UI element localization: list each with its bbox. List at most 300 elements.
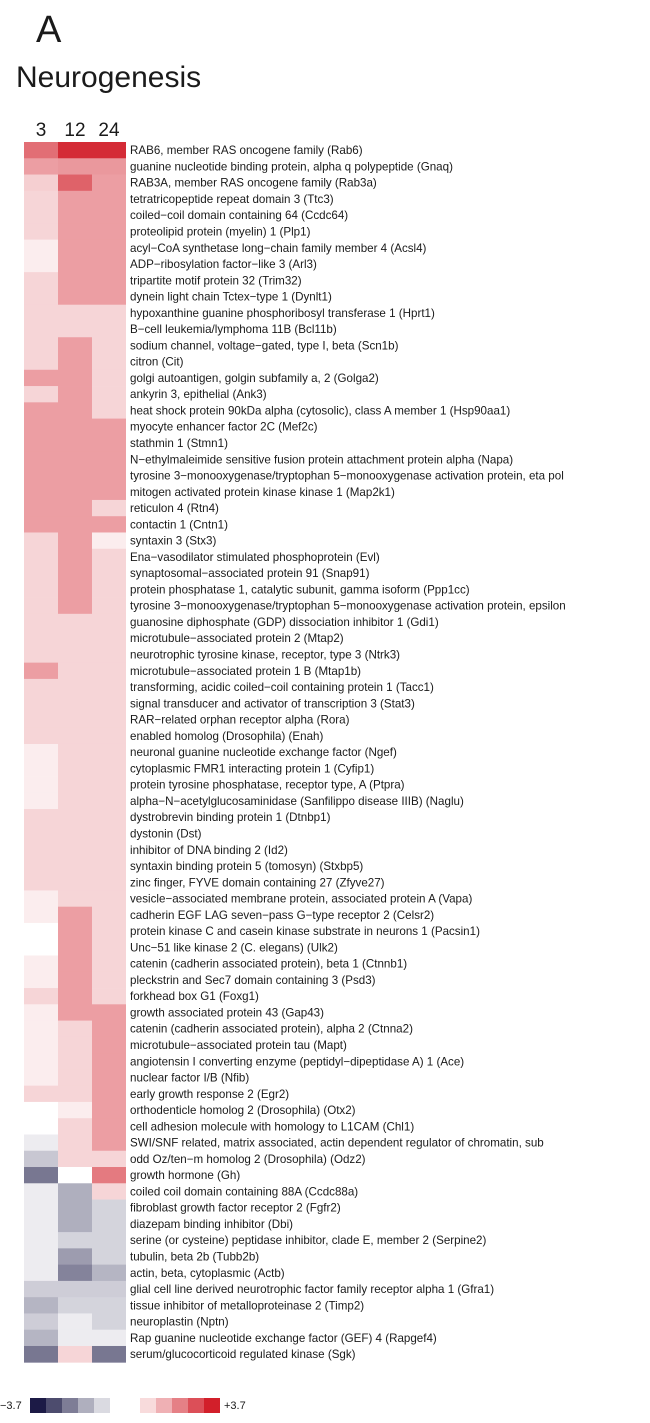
heatmap-cell xyxy=(58,256,92,273)
heatmap-cell xyxy=(92,581,126,598)
heatmap-cell xyxy=(92,1248,126,1265)
heatmap-cell xyxy=(92,1232,126,1249)
heatmap-cell xyxy=(58,1069,92,1086)
heatmap-cell xyxy=(58,760,92,777)
row-label: mitogen activated protein kinase kinase 1 (Map2k1) xyxy=(130,485,395,499)
heatmap-cell xyxy=(92,337,126,354)
heatmap-cell xyxy=(92,370,126,387)
heatmap-cell xyxy=(24,1330,58,1347)
heatmap-cell xyxy=(92,825,126,842)
heatmap-cell xyxy=(58,711,92,728)
heatmap-cell xyxy=(58,321,92,338)
heatmap-cell xyxy=(24,630,58,647)
heatmap-cell xyxy=(58,223,92,240)
heatmap-cell xyxy=(58,646,92,663)
row-label: signal transducer and activator of transcription 3 (Stat3) xyxy=(130,697,415,711)
heatmap-cell xyxy=(92,1330,126,1347)
row-label: RAB6, member RAS oncogene family (Rab6) xyxy=(130,144,363,158)
legend-swatch xyxy=(46,1398,62,1413)
heatmap-cell xyxy=(92,272,126,289)
heatmap-cell xyxy=(58,858,92,875)
heatmap-cell xyxy=(24,305,58,322)
heatmap-cell xyxy=(92,435,126,452)
heatmap-cell xyxy=(92,874,126,891)
heatmap-cell xyxy=(58,402,92,419)
row-label: diazepam binding inhibitor (Dbi) xyxy=(130,1217,294,1231)
heatmap-cell xyxy=(58,500,92,517)
row-label: pleckstrin and Sec7 domain containing 3 (Psd3) xyxy=(130,973,376,987)
heatmap-cell xyxy=(92,402,126,419)
heatmap-cell xyxy=(58,1086,92,1103)
heatmap-cell xyxy=(92,321,126,338)
heatmap-cell xyxy=(92,1134,126,1151)
heatmap-cell xyxy=(24,1053,58,1070)
heatmap-cell xyxy=(58,1183,92,1200)
heatmap-cell xyxy=(58,240,92,257)
legend-min-label: −3.7 xyxy=(0,1400,22,1412)
heatmap-cell xyxy=(92,484,126,501)
row-label: guanosine diphosphate (GDP) dissociation inhibitor 1 (Gdi1) xyxy=(130,615,439,629)
heatmap-cell xyxy=(58,288,92,305)
chart-title: Neurogenesis xyxy=(16,61,202,94)
heatmap-cell xyxy=(92,1004,126,1021)
row-label: SWI/SNF related, matrix associated, actin dependent regulator of chromatin, sub xyxy=(130,1136,544,1150)
heatmap-cell xyxy=(58,549,92,566)
heatmap-cell xyxy=(58,809,92,826)
row-label: Unc−51 like kinase 2 (C. elegans) (Ulk2) xyxy=(130,941,338,955)
row-label: ankyrin 3, epithelial (Ank3) xyxy=(130,388,267,402)
heatmap-cell xyxy=(24,598,58,615)
heatmap-cell xyxy=(92,630,126,647)
row-label: protein tyrosine phosphatase, receptor type, A (Ptpra) xyxy=(130,778,405,792)
row-label: growth associated protein 43 (Gap43) xyxy=(130,1006,324,1020)
heatmap-cell xyxy=(24,272,58,289)
legend-swatch xyxy=(30,1398,46,1413)
heatmap-cell xyxy=(92,646,126,663)
heatmap-cell xyxy=(58,1118,92,1135)
heatmap-cell xyxy=(58,305,92,322)
row-label: serum/glucocorticoid regulated kinase (Sgk) xyxy=(130,1348,356,1362)
heatmap-cell xyxy=(92,1021,126,1038)
heatmap-cell xyxy=(58,825,92,842)
heatmap-cell xyxy=(24,207,58,224)
heatmap-cell xyxy=(24,646,58,663)
heatmap-cell xyxy=(24,1232,58,1249)
row-label: odd Oz/ten−m homolog 2 (Drosophila) (Odz2) xyxy=(130,1152,366,1166)
heatmap-cell xyxy=(92,354,126,371)
legend-swatch xyxy=(204,1398,220,1413)
heatmap-cell xyxy=(58,939,92,956)
row-label: sodium channel, voltage−gated, type I, beta (Scn1b) xyxy=(130,339,399,353)
heatmap-cell xyxy=(58,972,92,989)
heatmap-cell xyxy=(24,711,58,728)
heatmap-cell xyxy=(58,1134,92,1151)
row-label: tripartite motif protein 32 (Trim32) xyxy=(130,274,302,288)
heatmap-cell xyxy=(24,1297,58,1314)
row-label: protein kinase C and casein kinase substrate in neurons 1 (Pacsin1) xyxy=(130,925,480,939)
heatmap-cell xyxy=(58,191,92,208)
heatmap-cell xyxy=(92,923,126,940)
heatmap-cell xyxy=(58,175,92,192)
row-label: actin, beta, cytoplasmic (Actb) xyxy=(130,1266,285,1280)
heatmap-cell xyxy=(58,386,92,403)
legend-swatch xyxy=(110,1398,126,1413)
heatmap-cell xyxy=(58,484,92,501)
panel-label: A xyxy=(36,9,62,51)
heatmap-cell xyxy=(92,1281,126,1298)
heatmap-cell xyxy=(24,858,58,875)
heatmap-cell xyxy=(58,207,92,224)
heatmap-cell xyxy=(58,907,92,924)
heatmap-cell xyxy=(92,256,126,273)
heatmap-cell xyxy=(58,158,92,175)
heatmap-cell xyxy=(24,1118,58,1135)
row-label: growth hormone (Gh) xyxy=(130,1169,241,1183)
row-label: vesicle−associated membrane protein, associated protein A (Vapa) xyxy=(130,892,473,906)
heatmap-cell xyxy=(92,419,126,436)
heatmap-cell xyxy=(24,1086,58,1103)
heatmap-cell xyxy=(92,549,126,566)
heatmap-cell xyxy=(58,695,92,712)
heatmap-cell xyxy=(24,1134,58,1151)
row-label: dystrobrevin binding protein 1 (Dtnbp1) xyxy=(130,811,331,825)
heatmap-cell xyxy=(58,1004,92,1021)
row-label: early growth response 2 (Egr2) xyxy=(130,1087,290,1101)
heatmap-cell xyxy=(24,890,58,907)
heatmap-cell xyxy=(24,158,58,175)
row-label: contactin 1 (Cntn1) xyxy=(130,518,228,532)
heatmap-cell xyxy=(92,858,126,875)
heatmap-cell xyxy=(58,614,92,631)
heatmap-cell xyxy=(24,581,58,598)
heatmap-cell xyxy=(58,744,92,761)
row-label: neurotrophic tyrosine kinase, receptor, type 3 (Ntrk3) xyxy=(130,648,401,662)
row-label: syntaxin binding protein 5 (tomosyn) (Stxbp5) xyxy=(130,860,364,874)
heatmap-cell xyxy=(24,614,58,631)
heatmap-cell xyxy=(24,142,58,159)
legend-max-label: +3.7 xyxy=(224,1400,246,1412)
row-label: fibroblast growth factor receptor 2 (Fgfr2) xyxy=(130,1201,341,1215)
row-label: proteolipid protein (myelin) 1 (Plp1) xyxy=(130,225,311,239)
heatmap-cell xyxy=(24,695,58,712)
heatmap-cell xyxy=(24,956,58,973)
heatmap-cell xyxy=(24,451,58,468)
heatmap-cell xyxy=(92,288,126,305)
row-label: tubulin, beta 2b (Tubb2b) xyxy=(130,1250,260,1264)
heatmap-cell xyxy=(24,663,58,680)
heatmap-cell xyxy=(24,728,58,745)
heatmap-cell xyxy=(92,223,126,240)
heatmap-cell xyxy=(92,386,126,403)
heatmap-cell xyxy=(58,874,92,891)
legend-swatch xyxy=(188,1398,204,1413)
heatmap-cell xyxy=(58,793,92,810)
heatmap-cell xyxy=(24,191,58,208)
legend-swatch xyxy=(94,1398,110,1413)
row-label: syntaxin 3 (Stx3) xyxy=(130,534,217,548)
heatmap-cell xyxy=(24,175,58,192)
heatmap-cell xyxy=(58,1281,92,1298)
heatmap-cell xyxy=(24,500,58,517)
heatmap-cell xyxy=(92,1069,126,1086)
heatmap-cell xyxy=(92,1346,126,1363)
heatmap-cell xyxy=(58,354,92,371)
heatmap-cell xyxy=(92,760,126,777)
heatmap-cell xyxy=(24,337,58,354)
heatmap-cell xyxy=(58,842,92,859)
row-label: ADP−ribosylation factor−like 3 (Arl3) xyxy=(130,258,317,272)
heatmap-cell xyxy=(92,890,126,907)
heatmap-cell xyxy=(24,532,58,549)
heatmap-cell xyxy=(24,1183,58,1200)
row-label: golgi autoantigen, golgin subfamily a, 2 (Golga2) xyxy=(130,371,379,385)
heatmap-cell xyxy=(92,988,126,1005)
heatmap-cell xyxy=(92,191,126,208)
row-label: dynein light chain Tctex−type 1 (Dynlt1) xyxy=(130,290,332,304)
heatmap-cell xyxy=(58,435,92,452)
row-label: orthodenticle homolog 2 (Drosophila) (Otx2) xyxy=(130,1104,356,1118)
heatmap-cell xyxy=(58,337,92,354)
heatmap-cell xyxy=(24,744,58,761)
heatmap-cell xyxy=(58,598,92,615)
row-label: microtubule−associated protein tau (Mapt) xyxy=(130,1038,347,1052)
legend-swatch xyxy=(62,1398,78,1413)
row-label: tyrosine 3−monooxygenase/tryptophan 5−monooxygenase activation protein, epsilon xyxy=(130,599,566,613)
heatmap-cell xyxy=(92,956,126,973)
row-label: coiled coil domain containing 88A (Ccdc88a) xyxy=(130,1185,359,1199)
heatmap-cell xyxy=(58,532,92,549)
heatmap-cell xyxy=(92,1102,126,1119)
heatmap-cell xyxy=(24,1265,58,1282)
row-label: transforming, acidic coiled−coil containing protein 1 (Tacc1) xyxy=(130,681,434,695)
row-label: forkhead box G1 (Foxg1) xyxy=(130,990,259,1004)
heatmap-cell xyxy=(92,598,126,615)
heatmap-cell xyxy=(24,256,58,273)
heatmap-cell xyxy=(92,207,126,224)
heatmap-cell xyxy=(24,435,58,452)
heatmap-cell xyxy=(58,1037,92,1054)
heatmap-cell xyxy=(24,565,58,582)
row-label: microtubule−associated protein 1 B (Mtap1b) xyxy=(130,664,362,678)
row-label: alpha−N−acetylglucosaminidase (Sanfilippo disease IIIB) (Naglu) xyxy=(130,794,464,808)
heatmap-cell xyxy=(24,223,58,240)
row-label: heat shock protein 90kDa alpha (cytosolic), class A member 1 (Hsp90aa1) xyxy=(130,404,511,418)
heatmap-cell xyxy=(24,939,58,956)
heatmap-cell xyxy=(92,1265,126,1282)
heatmap-cell xyxy=(58,1248,92,1265)
row-label: catenin (cadherin associated protein), beta 1 (Ctnnb1) xyxy=(130,957,408,971)
heatmap-cell xyxy=(92,809,126,826)
row-label: angiotensin I converting enzyme (peptidyl−dipeptidase A) 1 (Ace) xyxy=(130,1055,465,1069)
row-label: hypoxanthine guanine phosphoribosyl transferase 1 (Hprt1) xyxy=(130,306,435,320)
row-label: citron (Cit) xyxy=(130,355,184,369)
heatmap-cell xyxy=(92,728,126,745)
heatmap-cell xyxy=(92,305,126,322)
heatmap-cell xyxy=(24,321,58,338)
heatmap-cell xyxy=(24,1248,58,1265)
heatmap-cell xyxy=(92,516,126,533)
heatmap-cell xyxy=(24,1151,58,1168)
row-label: serine (or cysteine) peptidase inhibitor, clade E, member 2 (Serpine2) xyxy=(130,1234,487,1248)
heatmap-cell xyxy=(92,972,126,989)
row-label: cadherin EGF LAG seven−pass G−type receptor 2 (Celsr2) xyxy=(130,908,435,922)
heatmap-cell xyxy=(92,793,126,810)
heatmap-cell xyxy=(58,1265,92,1282)
heatmap-cell xyxy=(24,1021,58,1038)
heatmap-cell xyxy=(92,695,126,712)
heatmap-cell xyxy=(58,419,92,436)
row-label: microtubule−associated protein 2 (Mtap2) xyxy=(130,632,344,646)
row-label: B−cell leukemia/lymphoma 11B (Bcl11b) xyxy=(130,323,337,337)
heatmap-cell xyxy=(24,402,58,419)
row-label: Rap guanine nucleotide exchange factor (GEF) 4 (Rapgef4) xyxy=(130,1331,437,1345)
heatmap-cell xyxy=(92,1200,126,1217)
column-header-12: 12 xyxy=(64,120,86,141)
legend-swatch xyxy=(156,1398,172,1413)
heatmap-cell xyxy=(58,956,92,973)
heatmap-cell xyxy=(24,1037,58,1054)
heatmap-cell xyxy=(24,240,58,257)
heatmap-cell xyxy=(58,777,92,794)
heatmap-cell xyxy=(24,1313,58,1330)
row-label: dystonin (Dst) xyxy=(130,827,202,841)
heatmap-cell xyxy=(24,419,58,436)
heatmap-cell xyxy=(92,175,126,192)
row-label: RAB3A, member RAS oncogene family (Rab3a) xyxy=(130,176,377,190)
heatmap-cell xyxy=(58,272,92,289)
heatmap-cell xyxy=(92,1297,126,1314)
row-label: stathmin 1 (Stmn1) xyxy=(130,437,228,450)
heatmap-cell xyxy=(58,630,92,647)
heatmap-cell xyxy=(58,467,92,484)
row-label: protein phosphatase 1, catalytic subunit, gamma isoform (Ppp1cc) xyxy=(130,583,470,597)
heatmap-cell xyxy=(58,890,92,907)
heatmap-cell xyxy=(24,370,58,387)
heatmap-cell xyxy=(92,500,126,517)
heatmap-cell xyxy=(92,679,126,696)
heatmap-cell xyxy=(58,1216,92,1233)
legend-swatch xyxy=(78,1398,94,1413)
legend-swatch xyxy=(140,1398,156,1413)
heatmap-cell xyxy=(92,1086,126,1103)
heatmap-cell xyxy=(92,711,126,728)
heatmap-cell xyxy=(24,1069,58,1086)
heatmap-cell xyxy=(58,1313,92,1330)
row-label: myocyte enhancer factor 2C (Mef2c) xyxy=(130,420,318,434)
heatmap-cell xyxy=(92,1167,126,1184)
row-label: cytoplasmic FMR1 interacting protein 1 (Cyfip1) xyxy=(130,762,375,776)
heatmap-cell xyxy=(24,760,58,777)
heatmap-cell xyxy=(58,1232,92,1249)
heatmap-cell xyxy=(24,484,58,501)
heatmap-cell xyxy=(58,1346,92,1363)
heatmap-cell xyxy=(58,516,92,533)
heatmap-cell xyxy=(58,370,92,387)
heatmap-cell xyxy=(24,988,58,1005)
heatmap-cell xyxy=(24,874,58,891)
heatmap-cell xyxy=(24,809,58,826)
heatmap-cell xyxy=(24,923,58,940)
heatmap-cell xyxy=(92,451,126,468)
heatmap-cell xyxy=(58,663,92,680)
heatmap-cell xyxy=(24,1200,58,1217)
heatmap-cell xyxy=(24,1167,58,1184)
row-label: neuronal guanine nucleotide exchange factor (Ngef) xyxy=(130,746,397,760)
heatmap-cell xyxy=(24,972,58,989)
heatmap-cell xyxy=(92,1183,126,1200)
heatmap-cell xyxy=(92,1053,126,1070)
heatmap-cell xyxy=(24,1346,58,1363)
heatmap-cell xyxy=(24,1102,58,1119)
heatmap-cell xyxy=(58,728,92,745)
heatmap-cell xyxy=(58,565,92,582)
column-header-24: 24 xyxy=(98,120,120,141)
heatmap-cell xyxy=(24,354,58,371)
row-label: tissue inhibitor of metalloproteinase 2 (Timp2) xyxy=(130,1299,365,1313)
heatmap-cell xyxy=(58,1200,92,1217)
heatmap-cell xyxy=(92,939,126,956)
heatmap-cell xyxy=(92,842,126,859)
row-label: Ena−vasodilator stimulated phosphoprotein (Evl) xyxy=(130,550,380,564)
heatmap-cell xyxy=(24,842,58,859)
row-label: tetratricopeptide repeat domain 3 (Ttc3) xyxy=(130,192,334,206)
row-label: nuclear factor I/B (Nfib) xyxy=(130,1071,250,1085)
row-label: enabled homolog (Drosophila) (Enah) xyxy=(130,729,324,743)
heatmap-cell xyxy=(92,1151,126,1168)
heatmap-cell xyxy=(92,532,126,549)
heatmap-cell xyxy=(24,288,58,305)
row-label: guanine nucleotide binding protein, alpha q polypeptide (Gnaq) xyxy=(130,160,453,174)
row-label: reticulon 4 (Rtn4) xyxy=(130,502,219,516)
heatmap-cell xyxy=(92,663,126,680)
row-label: N−ethylmaleimide sensitive fusion protein attachment protein alpha (Napa) xyxy=(130,453,514,467)
heatmap-cell xyxy=(24,386,58,403)
heatmap-cell xyxy=(58,581,92,598)
row-label: glial cell line derived neurotrophic factor family receptor alpha 1 (Gfra1) xyxy=(130,1283,495,1297)
row-label: zinc finger, FYVE domain containing 27 (Zfyve27) xyxy=(130,876,385,890)
heatmap-cell xyxy=(58,1330,92,1347)
heatmap-cell xyxy=(58,1167,92,1184)
row-label: RAR−related orphan receptor alpha (Rora) xyxy=(130,713,350,727)
row-label: neuroplastin (Nptn) xyxy=(130,1315,229,1329)
column-header-3: 3 xyxy=(35,120,47,141)
heatmap-cell xyxy=(92,777,126,794)
heatmap-cell xyxy=(58,1053,92,1070)
heatmap-cell xyxy=(92,240,126,257)
heatmap-cell xyxy=(92,1037,126,1054)
heatmap-cell xyxy=(24,1004,58,1021)
heatmap-cell xyxy=(92,1216,126,1233)
heatmap-cell xyxy=(24,679,58,696)
row-label: coiled−coil domain containing 64 (Ccdc64) xyxy=(130,209,349,223)
row-label: synaptosomal−associated protein 91 (Snap91) xyxy=(130,567,370,581)
heatmap-cell xyxy=(24,516,58,533)
heatmap-cell xyxy=(58,451,92,468)
legend-swatch xyxy=(172,1398,188,1413)
heatmap-cell xyxy=(92,614,126,631)
heatmap-cell xyxy=(24,1281,58,1298)
color-scale-legend xyxy=(0,1392,300,1416)
heatmap-cell xyxy=(24,549,58,566)
row-label: inhibitor of DNA binding 2 (Id2) xyxy=(130,843,288,857)
heatmap-cell xyxy=(58,679,92,696)
heatmap-cell xyxy=(92,1118,126,1135)
row-label: acyl−CoA synthetase long−chain family member 4 (Acsl4) xyxy=(130,241,427,255)
heatmap-cell xyxy=(58,1102,92,1119)
heatmap-cell xyxy=(58,1151,92,1168)
heatmap-cell xyxy=(24,467,58,484)
heatmap-cell xyxy=(58,1297,92,1314)
